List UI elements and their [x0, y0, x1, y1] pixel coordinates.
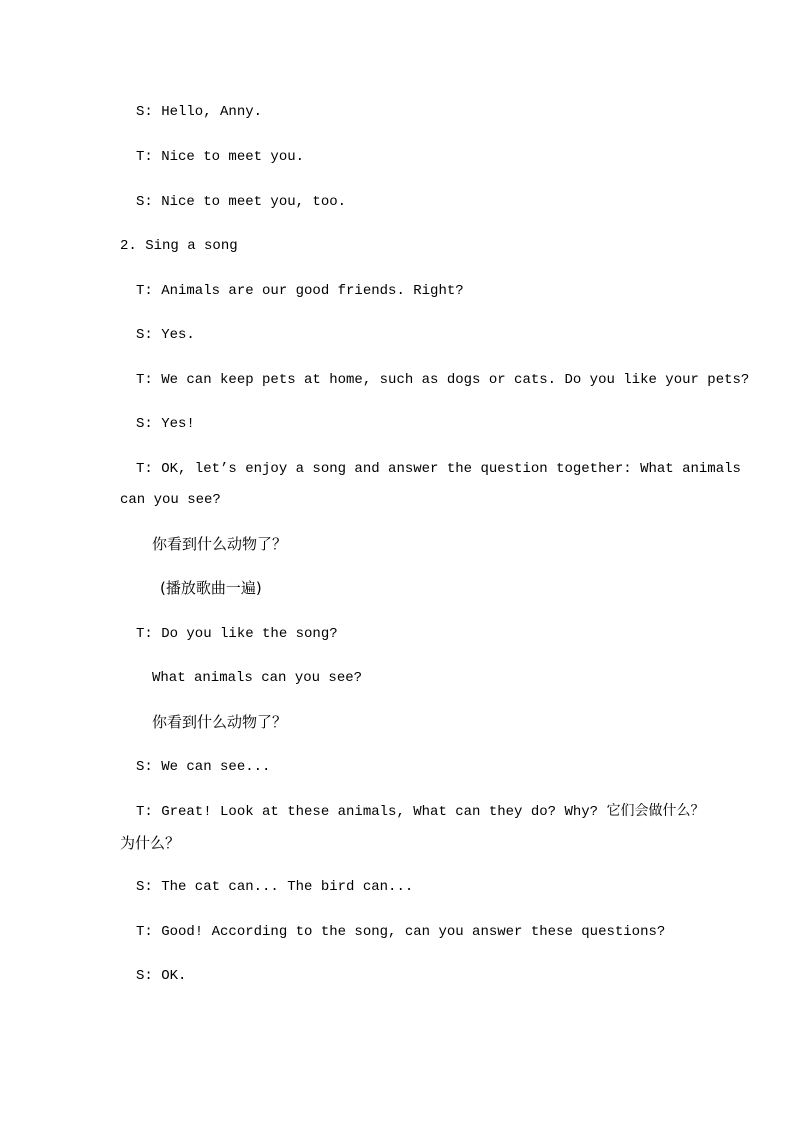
- dialogue-line-10: What animals can you see?: [152, 670, 363, 686]
- section-heading-sing-a-song: 2. Sing a song: [120, 238, 238, 254]
- dialogue-line-13: S: The cat can... The bird can...: [136, 879, 414, 895]
- dialogue-line-12: T: Great! Look at these animals, What can they do? Why? 它们会做什么？: [136, 804, 705, 820]
- dialogue-line-3: S: Nice to meet you, too.: [136, 194, 347, 210]
- dialogue-line-5: S: Yes.: [136, 327, 195, 343]
- dialogue-line-8: T: OK, let’s enjoy a song and answer the question together: What animals: [136, 461, 741, 477]
- dialogue-line-4: T: Animals are our good friends. Right?: [136, 283, 464, 299]
- dialogue-line-2: T: Nice to meet you.: [136, 149, 305, 165]
- dialogue-line-11: S: We can see...: [136, 759, 271, 775]
- dialogue-line-14: T: Good! According to the song, can you answer these questions?: [136, 924, 666, 940]
- translation-line-2: 你看到什么动物了？: [152, 713, 288, 731]
- dialogue-line-8-continued: can you see?: [120, 492, 221, 508]
- dialogue-line-6: T: We can keep pets at home, such as dogs or cats. Do you like your pets?: [136, 372, 750, 388]
- dialogue-line-15: S: OK.: [136, 968, 187, 984]
- translation-line-1: 你看到什么动物了？: [152, 535, 288, 553]
- dialogue-line-9: T: Do you like the song?: [136, 626, 338, 642]
- stage-direction-play-song: (播放歌曲一遍): [160, 579, 262, 597]
- dialogue-line-12-continued: 为什么？: [120, 834, 181, 852]
- dialogue-line-1: S: Hello, Anny.: [136, 104, 263, 120]
- dialogue-line-7: S: Yes!: [136, 416, 195, 432]
